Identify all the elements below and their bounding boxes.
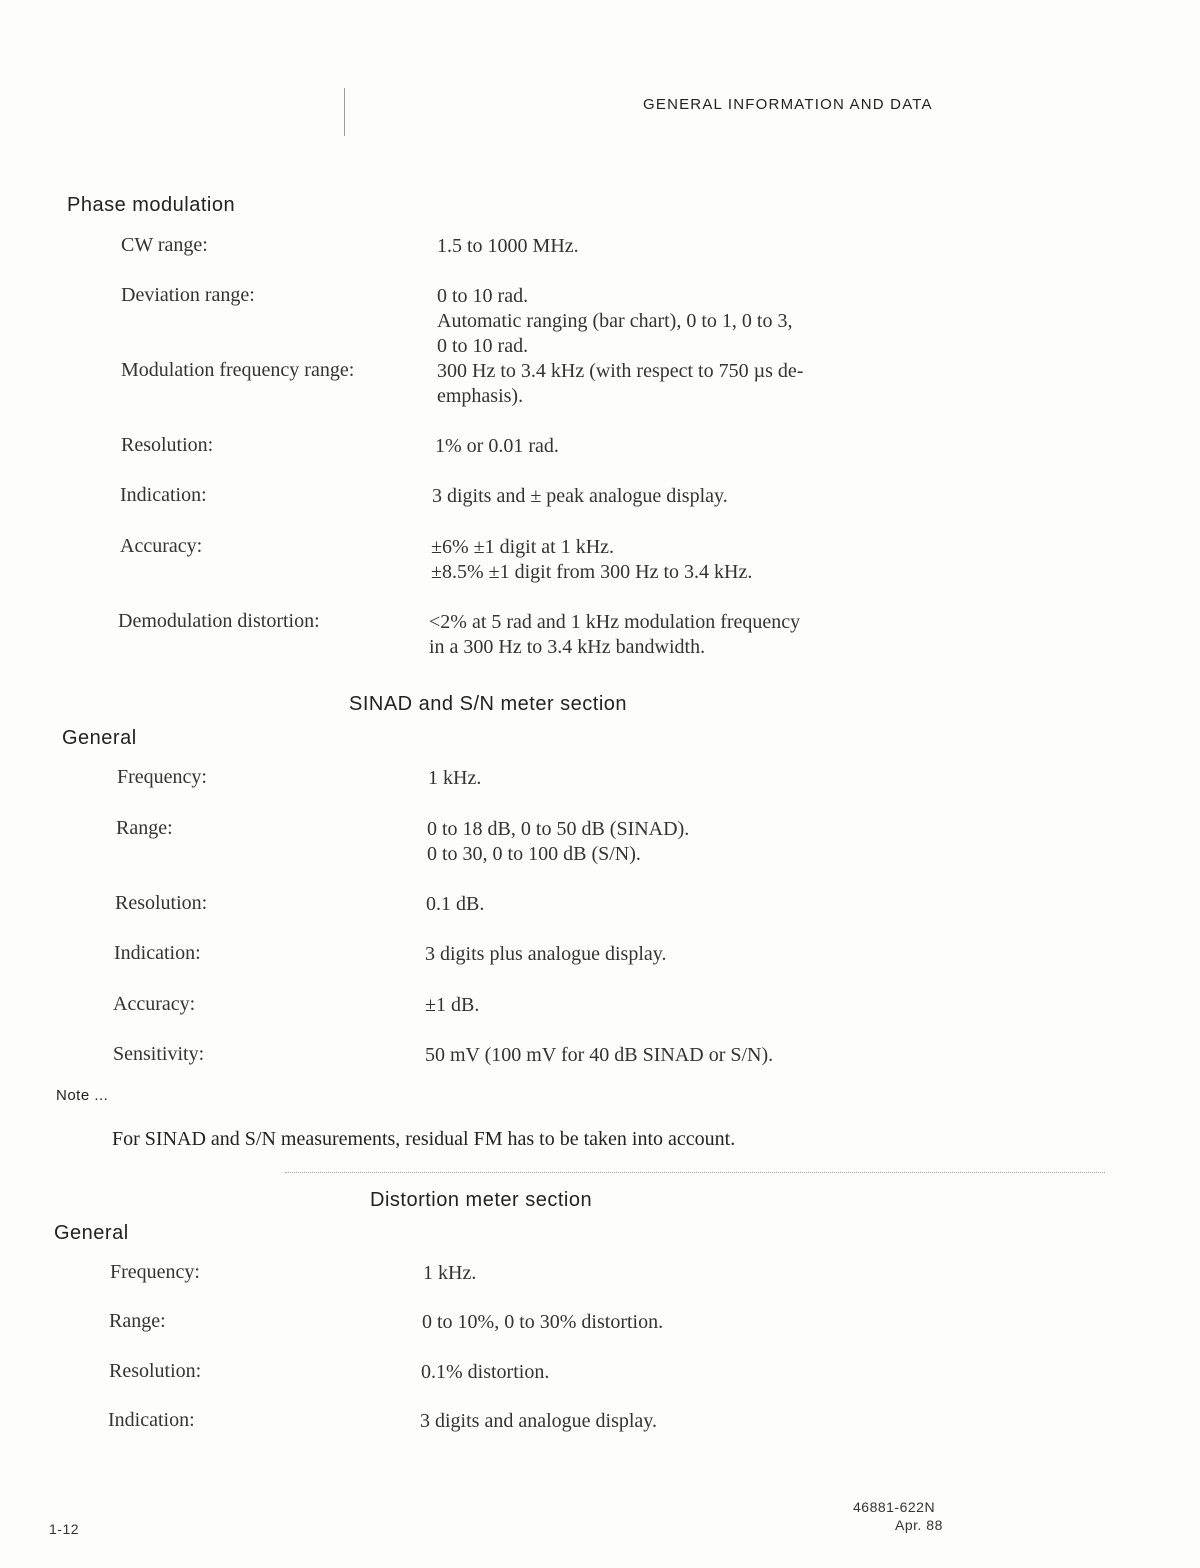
phase-accuracy-value: ±6% ±1 digit at 1 kHz. ±8.5% ±1 digit from 300 Hz to 3.4 kHz. xyxy=(431,536,753,583)
sinad-accuracy-value: ±1 dB. xyxy=(425,994,480,1016)
distortion-resolution-value: 0.1% distortion. xyxy=(421,1361,550,1383)
phase-resolution-value: 1% or 0.01 rad. xyxy=(435,435,559,457)
phase-deviation-range-label: Deviation range: xyxy=(121,284,255,306)
distortion-range-label: Range: xyxy=(109,1310,166,1332)
phase-mod-freq-range-label: Modulation frequency range: xyxy=(121,359,355,381)
phase-cw-range-label: CW range: xyxy=(121,234,208,256)
sinad-sensitivity-value: 50 mV (100 mV for 40 dB SINAD or S/N). xyxy=(425,1044,774,1066)
sinad-accuracy-label: Accuracy: xyxy=(113,993,196,1015)
phase-demod-distortion-value: <2% at 5 rad and 1 kHz modulation frequency in a 300 Hz to 3.4 kHz bandwidth. xyxy=(429,611,801,658)
phase-deviation-range-value: 0 to 10 rad. Automatic ranging (bar chart), 0 to 1, 0 to 3, 0 to 10 rad. xyxy=(437,285,793,357)
sinad-frequency-label: Frequency: xyxy=(117,766,207,788)
phase-resolution-label: Resolution: xyxy=(121,434,214,456)
phase-indication-label: Indication: xyxy=(120,484,207,506)
phase-cw-range-value: 1.5 to 1000 MHz. xyxy=(437,235,579,257)
distortion-section-title: Distortion meter section xyxy=(370,1189,593,1211)
page-header: GENERAL INFORMATION AND DATA xyxy=(643,96,933,113)
phase-accuracy-label: Accuracy: xyxy=(120,535,203,557)
sinad-note-text: For SINAD and S/N measurements, residual FM has to be taken into account. xyxy=(112,1128,736,1150)
sinad-sensitivity-label: Sensitivity: xyxy=(113,1043,205,1065)
distortion-frequency-label: Frequency: xyxy=(110,1261,200,1283)
section-divider xyxy=(285,1172,1105,1173)
distortion-general-heading: General xyxy=(54,1222,129,1244)
margin-rule xyxy=(344,88,345,136)
distortion-indication-label: Indication: xyxy=(108,1409,195,1431)
sinad-general-heading: General xyxy=(62,727,137,749)
sinad-indication-label: Indication: xyxy=(114,942,201,964)
distortion-indication-value: 3 digits and analogue display. xyxy=(420,1410,657,1432)
sinad-frequency-value: 1 kHz. xyxy=(428,767,482,789)
sinad-range-label: Range: xyxy=(116,817,173,839)
phase-indication-value: 3 digits and ± peak analogue display. xyxy=(432,485,728,507)
phase-demod-distortion-label: Demodulation distortion: xyxy=(118,610,320,632)
sinad-note-label: Note ... xyxy=(56,1087,109,1104)
sinad-range-value: 0 to 18 dB, 0 to 50 dB (SINAD). 0 to 30, 0 to 100 dB (S/N). xyxy=(427,818,690,865)
phase-modulation-heading: Phase modulation xyxy=(67,194,236,216)
document-date: Apr. 88 xyxy=(895,1517,943,1533)
page-number: 1-12 xyxy=(49,1521,80,1537)
document-number: 46881-622N xyxy=(853,1499,936,1515)
sinad-indication-value: 3 digits plus analogue display. xyxy=(425,943,667,965)
distortion-range-value: 0 to 10%, 0 to 30% distortion. xyxy=(422,1311,664,1333)
phase-mod-freq-range-value: 300 Hz to 3.4 kHz (with respect to 750 µs de- emphasis). xyxy=(437,360,804,407)
sinad-section-title: SINAD and S/N meter section xyxy=(349,693,628,715)
distortion-resolution-label: Resolution: xyxy=(109,1360,202,1382)
sinad-resolution-label: Resolution: xyxy=(115,892,208,914)
distortion-frequency-value: 1 kHz. xyxy=(423,1262,477,1284)
sinad-resolution-value: 0.1 dB. xyxy=(426,893,485,915)
